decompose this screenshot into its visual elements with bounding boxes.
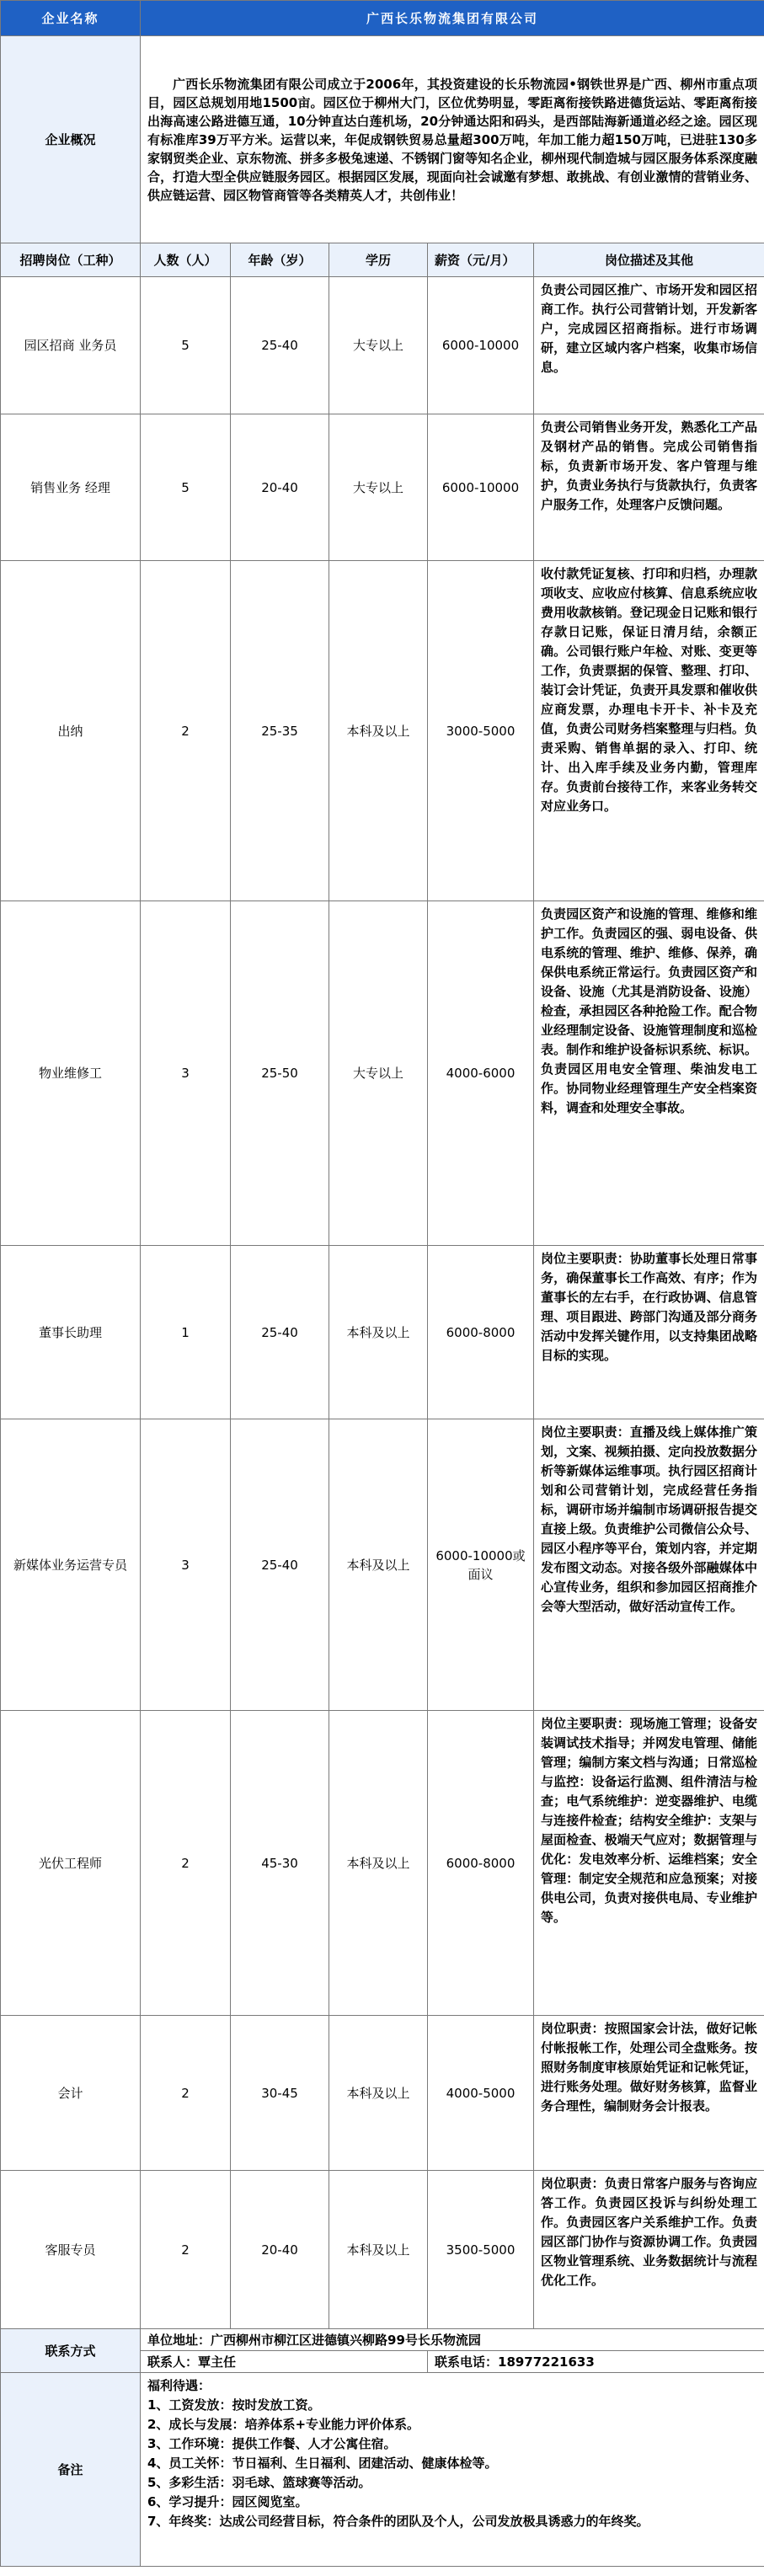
- notes-row: [1, 2373, 764, 2567]
- company-name-row: [1, 1, 764, 36]
- job-education: 本科及以上: [329, 1711, 428, 2016]
- job-position: 出纳: [1, 561, 141, 901]
- job-age: 25-40: [231, 1246, 329, 1419]
- overview-row: [1, 36, 764, 243]
- job-age: 30-45: [231, 2016, 329, 2171]
- col-position: 招聘岗位（工种）: [1, 243, 141, 277]
- job-salary: 6000-8000: [428, 1711, 534, 2016]
- contact-address: 单位地址：广西柳州市柳江区进德镇兴柳路99号长乐物流园: [141, 2329, 764, 2351]
- job-position: 客服专员: [1, 2171, 141, 2329]
- job-salary: 6000-8000: [428, 1246, 534, 1419]
- contact-label: 联系方式: [1, 2329, 141, 2373]
- job-salary: 3500-5000: [428, 2171, 534, 2329]
- job-age: 25-40: [231, 277, 329, 414]
- col-description: 岗位描述及其他: [534, 243, 764, 277]
- job-position: 园区招商 业务员: [1, 277, 141, 414]
- job-position: 物业维修工: [1, 901, 141, 1246]
- job-education: 大专以上: [329, 414, 428, 561]
- job-count: 2: [141, 2016, 231, 2171]
- job-row: [1, 561, 764, 901]
- job-education: 大专以上: [329, 901, 428, 1246]
- job-education: 本科及以上: [329, 2016, 428, 2171]
- job-count: 3: [141, 901, 231, 1246]
- job-position: 会计: [1, 2016, 141, 2171]
- job-description: 岗位主要职责：协助董事长处理日常事务，确保董事长工作高效、有序；作为董事长的左右手，在行政协调、信息管理、项目跟进、跨部门沟通及部分商务活动中发挥关键作用，以支持集团战略目标的实现。: [534, 1246, 764, 1419]
- job-count: 2: [141, 2171, 231, 2329]
- job-age: 25-50: [231, 901, 329, 1246]
- col-education: 学历: [329, 243, 428, 277]
- job-row: [1, 414, 764, 561]
- job-count: 3: [141, 1419, 231, 1711]
- job-salary: 6000-10000: [428, 277, 534, 414]
- job-count: 2: [141, 1711, 231, 2016]
- contact-phone: 联系电话：18977221633: [428, 2351, 764, 2373]
- job-age: 20-40: [231, 414, 329, 561]
- job-salary: 3000-5000: [428, 561, 534, 901]
- job-description: 负责公司销售业务开发，熟悉化工产品及钢材产品的销售。完成公司销售指标，负责新市场开发、客户管理与维护，负责业务执行与货款执行，负责客户服务工作，处理客户反馈问题。: [534, 414, 764, 561]
- job-description: 岗位职责：按照国家会计法，做好记帐付帐报帐工作，处理公司全盘账务。按照财务制度审核原始凭证和记帐凭证，进行账务处理。做好财务核算，监督业务合理性，编制财务会计报表。: [534, 2016, 764, 2171]
- job-position: 新媒体业务运营专员: [1, 1419, 141, 1711]
- job-row: [1, 1246, 764, 1419]
- benefit-item: 4、员工关怀：节日福利、生日福利、团建活动、健康体检等。: [147, 2456, 498, 2471]
- benefit-item: 2、成长与发展：培养体系+专业能力评价体系。: [147, 2417, 420, 2432]
- job-education: 大专以上: [329, 277, 428, 414]
- job-position: 董事长助理: [1, 1246, 141, 1419]
- job-description: 岗位主要职责：直播及线上媒体推广策划，文案、视频拍摄、定向投放数据分析等新媒体运维事项。执行园区招商计划和公司营销计划，完成经营任务指标，调研市场并编制市场调研报告提交直接上级。负责维护公司微信公众号、园区小程序等平台，策划内容，并定期发布图文动态。对接各级外部融媒体中心宣传业务，组织和参加园区招商推介会等大型活动，做好活动宣传工作。: [534, 1419, 764, 1711]
- job-salary: 6000-10000或面议: [428, 1419, 534, 1711]
- job-education: 本科及以上: [329, 1246, 428, 1419]
- job-description: 岗位主要职责：现场施工管理；设备安装调试技术指导；并网发电管理、储能管理；编制方案文档与沟通；日常巡检与监控：设备运行监测、组件清洁与检查；电气系统维护：逆变器维护、电缆与连接件检查；结构安全维护：支架与屋面检查、极端天气应对；数据管理与优化：发电效率分析、运维档案；安全管理：制定安全规范和应急预案；对接供电公司，负责对接供电局、专业维护等。: [534, 1711, 764, 2016]
- job-age: 20-40: [231, 2171, 329, 2329]
- job-count: 1: [141, 1246, 231, 1419]
- job-description: 负责公司园区推广、市场开发和园区招商工作。执行公司营销计划，开发新客户，完成园区招商指标。进行市场调研，建立区域内客户档案，收集市场信息。: [534, 277, 764, 414]
- job-age: 25-40: [231, 1419, 329, 1711]
- col-count: 人数（人）: [141, 243, 231, 277]
- benefit-item: 3、工作环境：提供工作餐、人才公寓住宿。: [147, 2436, 397, 2451]
- overview-text: 广西长乐物流集团有限公司成立于2006年，其投资建设的长乐物流园•钢铁世界是广西、柳州市重点项目，园区总规划用地1500亩。园区位于柳州大门，区位优势明显，零距离衔接铁路进德货运站、零距离衔接出海高速公路进德互通，10分钟直达白莲机场，20分钟通达阳和码头，是西部陆海新通道必经之途。园区现有标准库39万平方米。运营以来，年促成钢铁贸易总量超300万吨，年加工能力超150万吨，已进驻130多家钢贸类企业、京东物流、拼多多极兔速递、不锈钢门窗等知名企业，柳州现代制造城与园区服务体系深度融合，打造大型全供应链服务园区。根据园区发展，现面向社会诚邀有梦想、敢挑战、有创业激情的营销业务、供应链运营、园区物管商管等各类精英人才，共创伟业！: [141, 36, 764, 243]
- benefit-item: 1、工资发放：按时发放工资。: [147, 2397, 321, 2413]
- job-count: 5: [141, 414, 231, 561]
- job-salary: 4000-5000: [428, 2016, 534, 2171]
- job-age: 25-35: [231, 561, 329, 901]
- job-row: [1, 2171, 764, 2329]
- job-row: [1, 1419, 764, 1711]
- notes-label: 备注: [1, 2373, 141, 2567]
- benefit-item: 6、学习提升：园区阅览室。: [147, 2494, 308, 2509]
- job-education: 本科及以上: [329, 561, 428, 901]
- col-age: 年龄（岁）: [231, 243, 329, 277]
- company-name: 广西长乐物流集团有限公司: [141, 1, 764, 36]
- benefit-item: 7、年终奖：达成公司经营目标，符合条件的团队及个人，公司发放极具诱惑力的年终奖。: [147, 2514, 649, 2529]
- job-description: 岗位职责：负责日常客户服务与咨询应答工作。负责园区投诉与纠纷处理工作。负责园区客户关系维护工作。负责园区部门协作与资源协调工作。负责园区物业管理系统、业务数据统计与流程优化工作。: [534, 2171, 764, 2329]
- overview-label: 企业概况: [1, 36, 141, 243]
- job-position: 销售业务 经理: [1, 414, 141, 561]
- benefit-item: 5、多彩生活：羽毛球、篮球赛等活动。: [147, 2475, 371, 2490]
- benefits-title: 福利待遇：: [147, 2378, 211, 2393]
- job-count: 5: [141, 277, 231, 414]
- job-count: 2: [141, 561, 231, 901]
- job-row: [1, 901, 764, 1246]
- company-name-label: 企业名称: [1, 1, 141, 36]
- job-age: 45-30: [231, 1711, 329, 2016]
- job-description: 收付款凭证复核、打印和归档，办理款项收支、应收应付核算、信息系统应收费用收款核销。登记现金日记账和银行存款日记账，保证日清月结，余额正确。公司银行账户年检、对账、变更等工作，负责票据的保管、整理、打印、装订会计凭证，负责开具发票和催收供应商发票，办理电卡开卡、补卡及充值，负责公司财务档案整理与归档。负责采购、销售单据的录入、打印、统计、出入库手续及业务内勤，管理库存。负责前台接待工作，来客业务转交对应业务口。: [534, 561, 764, 901]
- job-row: [1, 277, 764, 414]
- col-salary: 薪资（元/月）: [428, 243, 534, 277]
- job-row: [1, 2016, 764, 2171]
- job-education: 本科及以上: [329, 2171, 428, 2329]
- job-salary: 4000-6000: [428, 901, 534, 1246]
- job-description: 负责园区资产和设施的管理、维修和维护工作。负责园区的强、弱电设备、供电系统的管理、维护、维修、保养，确保供电系统正常运行。负责园区资产和设备、设施（尤其是消防设备、设施）检查，承担园区各种抢险工作。配合物业经理制定设备、设施管理制度和巡检表。制作和维护设备标识系统、标识。负责园区用电安全管理、柴油发电工作。协同物业经理管理生产安全档案资料，调查和处理安全事故。: [534, 901, 764, 1246]
- job-education: 本科及以上: [329, 1419, 428, 1711]
- benefits-cell: [141, 2373, 764, 2567]
- contact-person: 联系人：覃主任: [141, 2351, 428, 2373]
- job-row: [1, 1711, 764, 2016]
- contact-row: [1, 2329, 764, 2351]
- column-header-row: [1, 243, 764, 277]
- job-salary: 6000-10000: [428, 414, 534, 561]
- job-position: 光伏工程师: [1, 1711, 141, 2016]
